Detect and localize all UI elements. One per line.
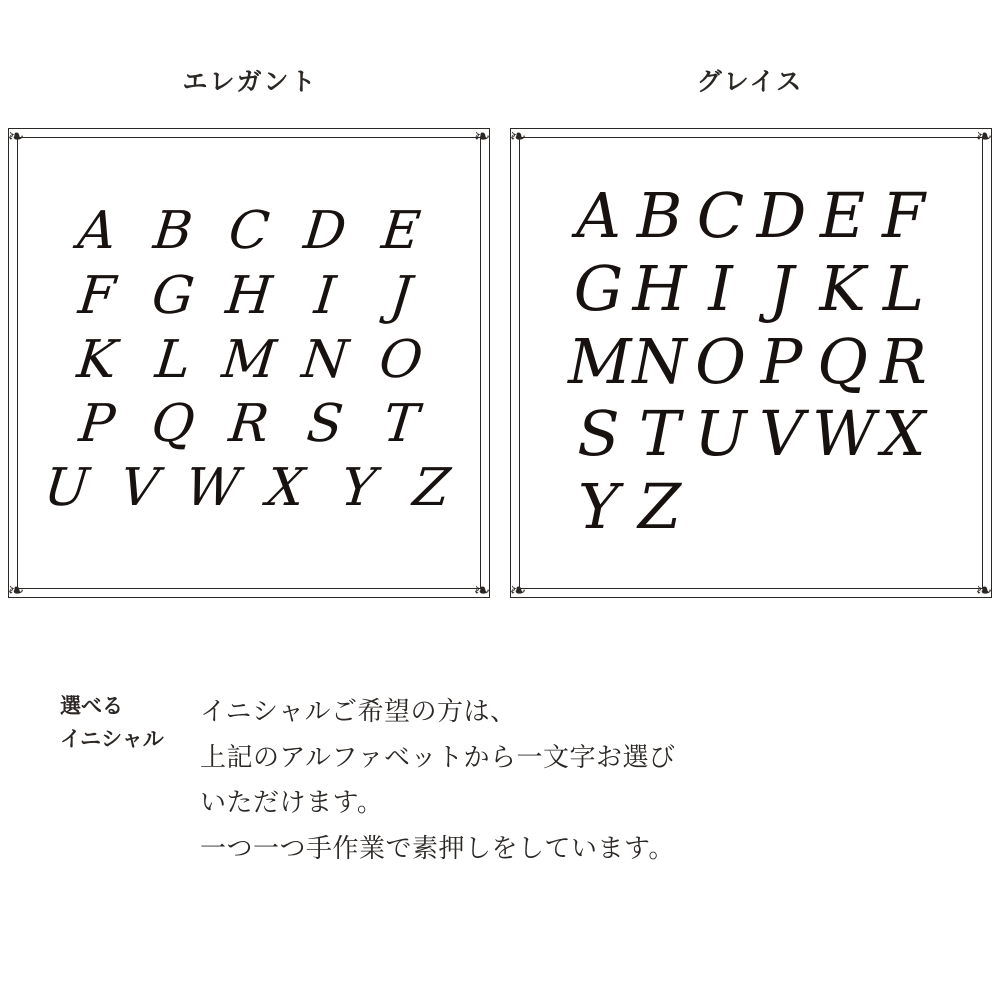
note-line: 上記のアルファベットから一文字お選び (200, 742, 676, 773)
alphabet-letter: Q (817, 324, 868, 398)
note-line: いただけます。 (200, 788, 384, 818)
alphabet-row (532, 399, 970, 470)
alphabet-panel-elegant (7, 124, 491, 602)
alphabet-letter: J (387, 265, 415, 326)
alphabet-letter: A (576, 179, 621, 253)
alphabet-letter: Q (148, 394, 198, 455)
corner-ornament-icon: ❧ (975, 124, 993, 148)
alphabet-letter: Z (637, 470, 682, 543)
panel-headings (0, 62, 1000, 98)
alphabet-letter: O (376, 329, 426, 390)
alphabet-letter: O (695, 324, 746, 398)
corner-ornament-icon: ❧ (509, 578, 527, 602)
alphabet-letter: S (577, 397, 620, 471)
alphabet-letter: W (182, 458, 243, 519)
alphabet-letter: X (881, 397, 926, 471)
alphabet-letter: H (223, 265, 275, 326)
alphabet-row (30, 267, 468, 325)
alphabet-letter: X (263, 458, 308, 519)
alphabet-letter: A (75, 201, 119, 262)
note-line: 一つ一つ手作業で素押しをしています。 (200, 833, 675, 864)
note-label-line1: 選べる (60, 694, 123, 718)
alphabet-letter: M (219, 329, 279, 390)
alphabet-letter: N (299, 329, 351, 390)
alphabet-letter: I (311, 265, 339, 326)
alphabet-panel-grace (509, 124, 993, 602)
corner-ornament-icon: ❧ (7, 578, 25, 602)
corner-ornament-icon: ❧ (975, 578, 993, 602)
alphabet-letter: R (880, 324, 927, 398)
panel-heading-grace: グレイス (696, 67, 804, 96)
alphabet-letter: U (41, 458, 92, 519)
alphabet-letter: D (756, 179, 807, 253)
alphabet-row (30, 331, 468, 389)
alphabet-letter: E (819, 179, 866, 253)
note-body (200, 690, 1000, 872)
alphabet-letter: Y (338, 458, 379, 519)
alphabet-letter: B (636, 179, 683, 253)
alphabet-letter: D (300, 201, 350, 262)
alphabet-letter: F (881, 179, 926, 253)
alphabet-row (532, 181, 970, 252)
note-label-line2: イニシャル (60, 726, 164, 751)
alphabet-letter: C (696, 179, 745, 253)
alphabet-letter: P (760, 324, 803, 398)
alphabet-letter: P (76, 394, 118, 455)
alphabet-row (30, 459, 468, 517)
alphabet-panels (7, 124, 993, 602)
alphabet-letter: Y (578, 470, 619, 543)
alphabet-letter: W (812, 397, 876, 471)
alphabet-letter: L (882, 251, 925, 325)
alphabet-letter: V (117, 458, 162, 519)
corner-ornament-icon: ❧ (7, 124, 25, 148)
initial-note (0, 690, 1000, 872)
alphabet-letter: R (226, 394, 272, 455)
alphabet-area-grace (532, 154, 970, 572)
alphabet-letter: G (149, 265, 197, 326)
alphabet-row (532, 472, 970, 543)
corner-ornament-icon: ❧ (473, 578, 491, 602)
alphabet-letter: F (75, 265, 119, 326)
alphabet-letter: U (694, 397, 747, 471)
alphabet-letter: K (74, 329, 120, 390)
alphabet-row (532, 251, 970, 325)
alphabet-row (532, 324, 970, 398)
alphabet-letter: K (819, 251, 866, 325)
alphabet-letter: B (150, 201, 196, 262)
alphabet-area-elegant (30, 154, 468, 572)
alphabet-letter: N (632, 324, 687, 398)
alphabet-letter: M (568, 324, 632, 398)
panel-heading-elegant: エレガント (182, 67, 318, 96)
alphabet-letter: T (638, 397, 681, 471)
note-line: イニシャルご希望の方は、 (200, 697, 517, 727)
alphabet-letter: G (573, 251, 624, 325)
alphabet-letter: T (380, 394, 422, 455)
alphabet-row (30, 395, 468, 453)
alphabet-letter: E (378, 201, 424, 262)
alphabet-letter: I (708, 251, 733, 325)
alphabet-row (30, 202, 468, 260)
alphabet-letter: S (304, 394, 346, 455)
corner-ornament-icon: ❧ (473, 124, 491, 148)
alphabet-letter: H (632, 251, 687, 325)
alphabet-letter: L (152, 329, 194, 390)
alphabet-letter: J (769, 251, 794, 325)
note-label (0, 690, 200, 755)
alphabet-letter: V (759, 397, 804, 471)
corner-ornament-icon: ❧ (509, 124, 527, 148)
alphabet-letter: C (225, 201, 273, 262)
alphabet-letter: Z (410, 458, 453, 519)
